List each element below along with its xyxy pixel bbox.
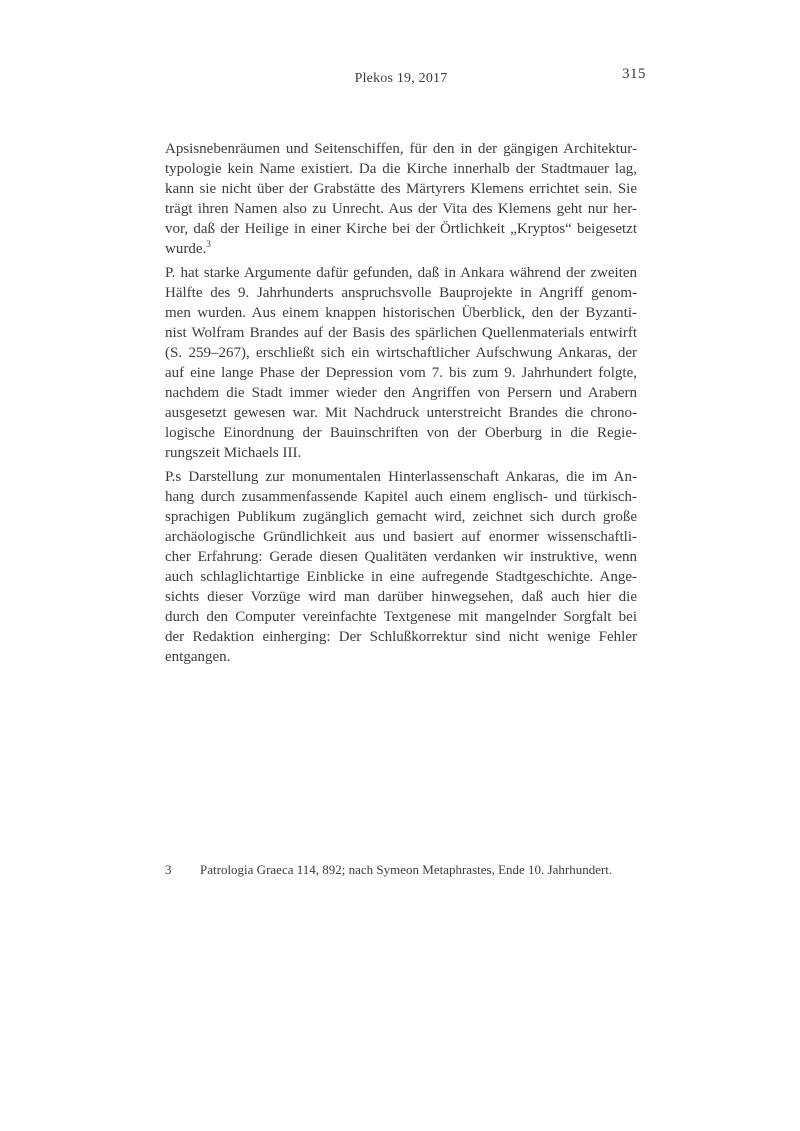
text-line: vor, daß der Heilige in einer Kirche bei der Örtlichkeit „Kryptos“ beigesetzt bbox=[165, 221, 637, 237]
footnote bbox=[165, 861, 637, 878]
text-line: entgangen. bbox=[165, 649, 231, 665]
text-line: trägt ihren Namen also zu Unrecht. Aus der Vita des Klemens geht nur her- bbox=[165, 201, 637, 217]
footnote-reference: 3 bbox=[206, 239, 211, 249]
paragraph bbox=[165, 263, 637, 463]
text-line: auch schlaglichtartige Einblicke in eine aufregende Stadtgeschichte. Ange- bbox=[165, 569, 637, 585]
text-line: P.s Darstellung zur monumentalen Hinterlassenschaft Ankaras, die im An- bbox=[165, 469, 637, 485]
text-line: kann sie nicht über der Grabstätte des Märtyrers Klemens errichtet sein. Sie bbox=[165, 181, 637, 197]
text-line: hang durch zusammenfassende Kapitel auch einem englisch- und türkisch- bbox=[165, 489, 637, 505]
footnote-text: Patrologia Graeca 114, 892; nach Symeon Metaphrastes, Ende 10. Jahrhundert. bbox=[200, 862, 613, 877]
text-line: nist Wolfram Brandes auf der Basis des spärlichen Quellenmaterials entwirft bbox=[165, 325, 637, 341]
text-line: (S. 259–267), erschließt sich ein wirtschaftlicher Aufschwung Ankaras, der bbox=[165, 345, 637, 361]
text-line: cher Erfahrung: Gerade diesen Qualitäten verdanken wir instruktive, wenn bbox=[165, 549, 637, 565]
footnote-number: 3 bbox=[165, 862, 172, 877]
text-line: sprachigen Publikum zugänglich gemacht wird, zeichnet sich durch große bbox=[165, 509, 637, 525]
body-text bbox=[165, 139, 637, 671]
text-line: Hälfte des 9. Jahrhunderts anspruchsvolle Bauprojekte in Angriff genom- bbox=[165, 285, 637, 301]
text-line: durch den Computer vereinfachte Textgenese mit mangelnder Sorgfalt bei bbox=[165, 609, 637, 625]
journal-running-title: Plekos 19, 2017 bbox=[354, 71, 448, 86]
text-line: typologie kein Name existiert. Da die Kirche innerhalb der Stadtmauer lag, bbox=[165, 161, 637, 177]
paragraph bbox=[165, 139, 637, 259]
text-line: wurde.$^3$ bbox=[165, 239, 211, 257]
text-line: der Redaktion einherging: Der Schlußkorrektur sind nicht wenige Fehler bbox=[165, 629, 637, 645]
text-line: men wurden. Aus einem knappen historischen Überblick, den der Byzanti- bbox=[165, 305, 637, 321]
text-line: sichts dieser Vorzüge wird man darüber hinwegsehen, daß auch hier die bbox=[165, 589, 637, 605]
text-line: rungszeit Michaels III. bbox=[165, 445, 302, 461]
text-line: archäologische Gründlichkeit aus und basiert auf enormer wissenschaftli- bbox=[165, 529, 637, 545]
text-line: P. hat starke Argumente dafür gefunden, daß in Ankara während der zweiten bbox=[165, 265, 637, 281]
text-line: logische Einordnung der Bauinschriften von der Oberburg in die Regie- bbox=[165, 425, 637, 441]
text-line: ausgesetzt gewesen war. Mit Nachdruck unterstreicht Brandes die chrono- bbox=[165, 405, 637, 421]
text-line: auf eine lange Phase der Depression vom 7. bis zum 9. Jahrhundert folgte, bbox=[165, 365, 637, 381]
paragraph bbox=[165, 467, 637, 667]
text-line: Apsisnebenräumen und Seitenschiffen, für den in der gängigen Architektur- bbox=[165, 141, 637, 157]
page-number: 315 bbox=[622, 66, 646, 82]
text-line: nachdem die Stadt immer wieder den Angriffen von Persern und Arabern bbox=[165, 385, 637, 401]
